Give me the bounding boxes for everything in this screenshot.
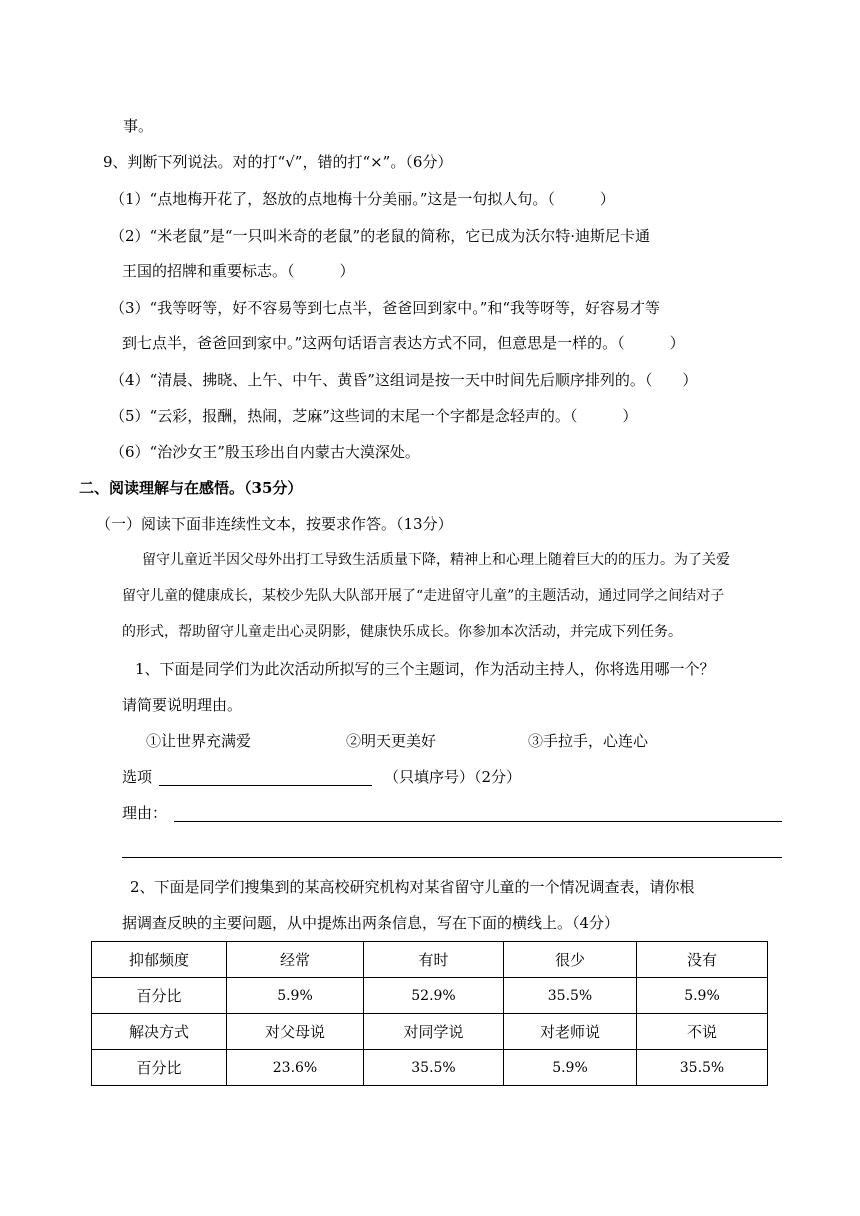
part-1-title: （一）阅读下面非连续性文本，按要求作答。（13分）	[96, 515, 453, 533]
q9-item-1: （1）“点地梅开花了，怒放的点地梅十分美丽。”这是一句拟人句。（ ）	[110, 190, 615, 208]
table-row	[92, 978, 768, 1014]
q1-line-2: 请简要说明理由。	[122, 696, 243, 714]
table-cell: 百分比	[92, 1050, 227, 1086]
q9-item-3: （3）“我等呀等，好不容易等到七点半，爸爸回到家中。”和“我等呀等，好容易才等	[110, 299, 661, 317]
passage-line-2: 留守儿童的健康成长，某校少先队大队部开展了“走进留守儿童”的主题活动，通过同学之间结对子	[122, 588, 725, 604]
table-cell: 35.5%	[504, 978, 637, 1014]
passage-line-3: 的形式，帮助留守儿童走出心灵阴影，健康快乐成长。你参加本次活动，并完成下列任务。	[122, 624, 682, 640]
table-cell: 对同学说	[364, 1014, 504, 1050]
table-cell: 5.9%	[504, 1050, 637, 1086]
q9-item-4: （4）“清晨、拂晓、上午、中午、黄昏”这组词是按一天中时间先后顺序排列的。（ ）	[110, 371, 698, 389]
survey-table	[91, 941, 768, 1086]
q1-line-1: 1、下面是同学们为此次活动所拟写的三个主题词，作为活动主持人，你将选用哪一个？	[135, 660, 715, 678]
q2-line-2: 据调查反映的主要问题，从中提炼出两条信息，写在下面的横线上。（4分）	[122, 914, 620, 932]
table-cell: 5.9%	[227, 978, 364, 1014]
q9-item-2-cont: 王国的招牌和重要标志。（ ）	[122, 262, 355, 280]
table-cell: 百分比	[92, 978, 227, 1014]
table-cell: 解决方式	[92, 1014, 227, 1050]
table-cell: 35.5%	[364, 1050, 504, 1086]
theme-option-1: ①让世界充满爱	[146, 732, 252, 750]
q9-item-6: （6）“治沙女王”殷玉珍出自内蒙古大漠深处。	[110, 443, 420, 461]
theme-option-2: ②明天更美好	[346, 732, 437, 750]
table-cell: 抑郁频度	[92, 942, 227, 978]
table-cell: 52.9%	[364, 978, 504, 1014]
choice-note: （只填序号）（2分）	[384, 768, 522, 786]
table-cell: 很少	[504, 942, 637, 978]
reason-label: 理由：	[122, 804, 168, 822]
q9-item-2: （2）“米老鼠”是“一只叫米奇的老鼠”的老鼠的简称，它已成为沃尔特·迪斯尼卡通	[110, 227, 650, 245]
table-cell: 没有	[637, 942, 768, 978]
q2-line-1: 2、下面是同学们搜集到的某高校研究机构对某省留守儿童的一个情况调查表，请你根	[130, 878, 695, 896]
section-2-title: 二、阅读理解与在感悟。（35分）	[79, 479, 303, 497]
table-cell: 5.9%	[637, 978, 768, 1014]
reason-answer-line-1[interactable]	[174, 821, 782, 822]
continued-text: 事。	[123, 117, 154, 135]
table-cell: 不说	[637, 1014, 768, 1050]
reason-answer-line-2[interactable]	[122, 857, 782, 858]
q9-item-3-cont: 到七点半，爸爸回到家中。”这两句话语言表达方式不同，但意思是一样的。（ ）	[122, 334, 685, 352]
table-cell: 对老师说	[504, 1014, 637, 1050]
theme-option-3: ③手拉手，心连心	[528, 732, 649, 750]
table-row	[92, 1014, 768, 1050]
passage-line-1: 留守儿童近半因父母外出打工导致生活质量下降，精神上和心理上随着巨大的的压力。为了关爱	[142, 552, 730, 568]
table-cell: 经常	[227, 942, 364, 978]
table-cell: 23.6%	[227, 1050, 364, 1086]
question-9-heading: 9、判断下列说法。对的打“√”，错的打“×”。（6分）	[103, 153, 453, 171]
table-row	[92, 942, 768, 978]
table-cell: 35.5%	[637, 1050, 768, 1086]
table-cell: 对父母说	[227, 1014, 364, 1050]
table-cell: 有时	[364, 942, 504, 978]
choice-answer-line[interactable]	[159, 785, 372, 786]
table-row	[92, 1050, 768, 1086]
choice-label: 选项	[122, 768, 153, 786]
q9-item-5: （5）“云彩，报酬，热闹，芝麻”这些词的末尾一个字都是念轻声的。（ ）	[110, 407, 638, 425]
